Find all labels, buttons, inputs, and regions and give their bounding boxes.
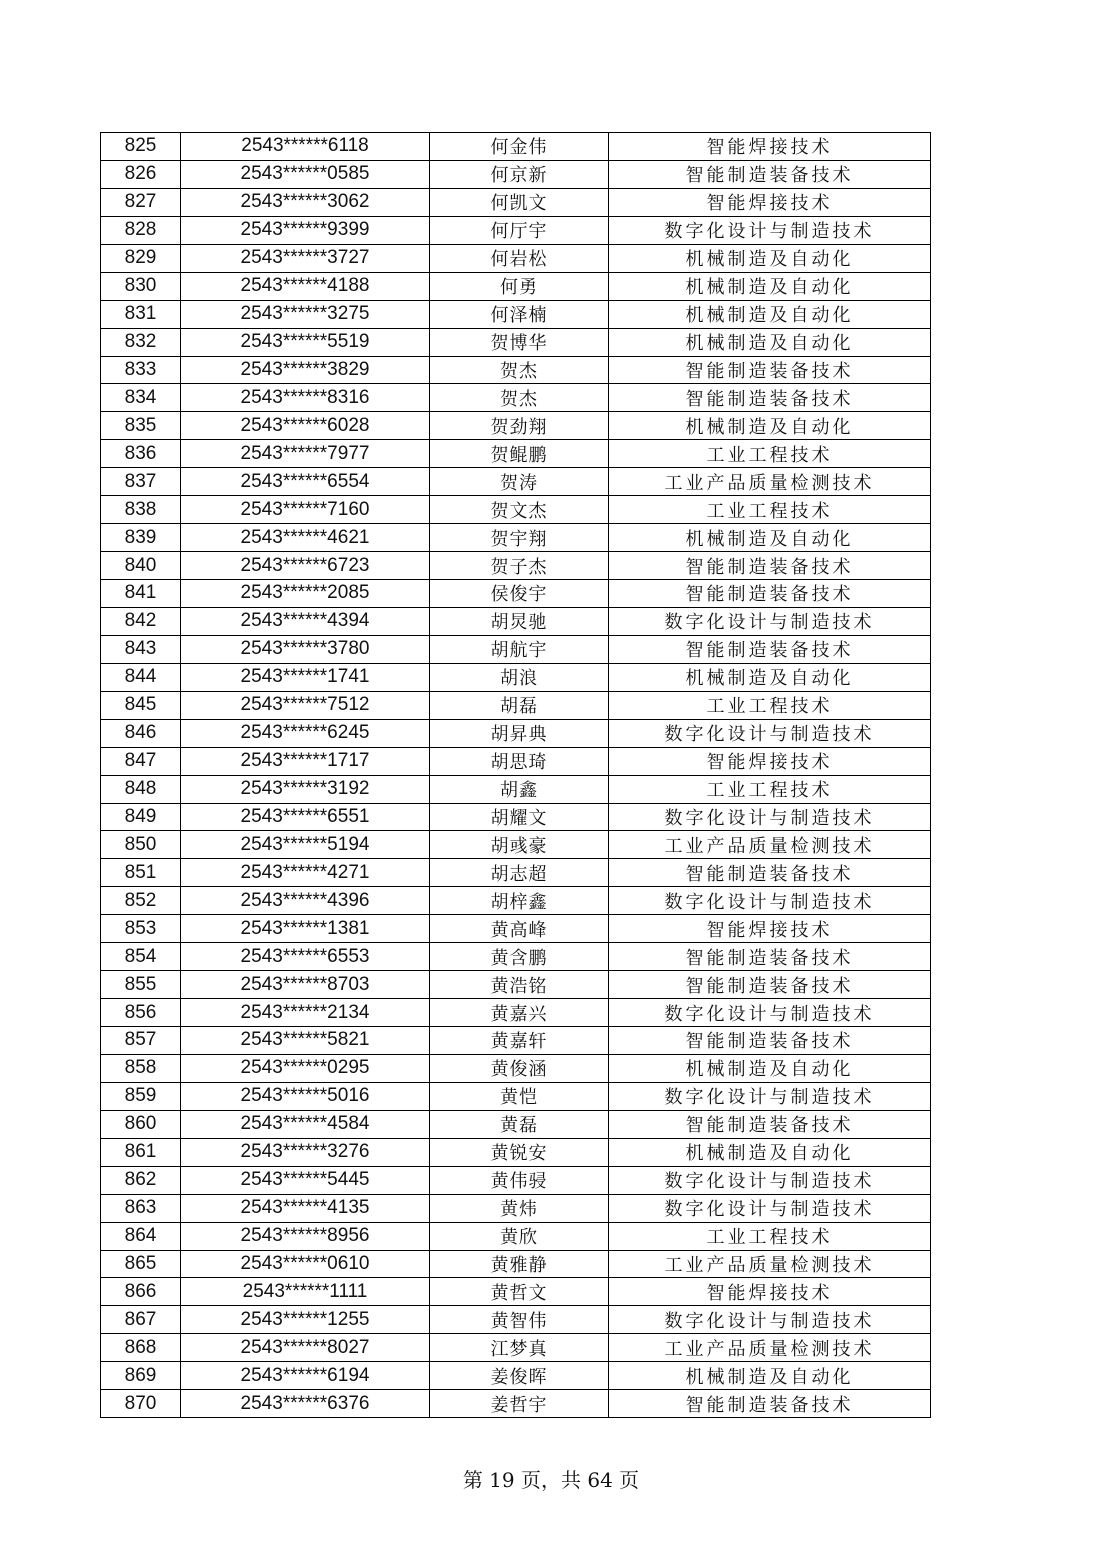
row-number: 835	[101, 412, 181, 440]
table-row	[101, 1222, 931, 1250]
student-name: 黄含鹏	[430, 943, 609, 971]
row-number: 853	[101, 915, 181, 943]
table-row	[101, 133, 931, 161]
row-number: 857	[101, 1027, 181, 1055]
student-name: 侯俊宇	[430, 580, 609, 608]
row-number: 836	[101, 440, 181, 468]
student-name: 贺鲲鹏	[430, 440, 609, 468]
student-name: 胡浪	[430, 663, 609, 691]
major-name: 智能制造装备技术	[609, 1390, 931, 1418]
major-name: 机械制造及自动化	[609, 663, 931, 691]
id-number: 2543******4584	[181, 1110, 430, 1138]
table-row	[101, 580, 931, 608]
table-row	[101, 384, 931, 412]
table-row	[101, 216, 931, 244]
row-number: 855	[101, 971, 181, 999]
row-number: 827	[101, 188, 181, 216]
table-row	[101, 1250, 931, 1278]
major-name: 数字化设计与制造技术	[609, 1306, 931, 1334]
major-name: 机械制造及自动化	[609, 412, 931, 440]
student-name: 何泽楠	[430, 300, 609, 328]
table-row	[101, 1278, 931, 1306]
id-number: 2543******8703	[181, 971, 430, 999]
major-name: 工业产品质量检测技术	[609, 1250, 931, 1278]
table-row	[101, 300, 931, 328]
student-name: 贺劲翔	[430, 412, 609, 440]
student-name: 贺宇翔	[430, 524, 609, 552]
major-name: 智能焊接技术	[609, 747, 931, 775]
row-number: 845	[101, 691, 181, 719]
major-name: 数字化设计与制造技术	[609, 1194, 931, 1222]
row-number: 830	[101, 272, 181, 300]
table-row	[101, 775, 931, 803]
major-name: 数字化设计与制造技术	[609, 887, 931, 915]
table-row	[101, 943, 931, 971]
table-row	[101, 1306, 931, 1334]
id-number: 2543******3276	[181, 1138, 430, 1166]
id-number: 2543******5445	[181, 1166, 430, 1194]
id-number: 2543******6723	[181, 552, 430, 580]
student-name: 黄炜	[430, 1194, 609, 1222]
row-number: 851	[101, 859, 181, 887]
student-name: 黄伟骎	[430, 1166, 609, 1194]
id-number: 2543******8316	[181, 384, 430, 412]
id-number: 2543******6553	[181, 943, 430, 971]
student-name: 贺杰	[430, 384, 609, 412]
roster-body	[101, 133, 931, 1418]
table-row	[101, 1334, 931, 1362]
student-name: 黄智伟	[430, 1306, 609, 1334]
major-name: 智能制造装备技术	[609, 943, 931, 971]
id-number: 2543******6376	[181, 1390, 430, 1418]
student-name: 贺涛	[430, 468, 609, 496]
student-name: 黄磊	[430, 1110, 609, 1138]
major-name: 工业产品质量检测技术	[609, 468, 931, 496]
major-name: 智能制造装备技术	[609, 859, 931, 887]
row-number: 828	[101, 216, 181, 244]
major-name: 智能焊接技术	[609, 915, 931, 943]
student-name: 黄哲文	[430, 1278, 609, 1306]
major-name: 机械制造及自动化	[609, 1138, 931, 1166]
major-name: 智能焊接技术	[609, 188, 931, 216]
id-number: 2543******3829	[181, 356, 430, 384]
row-number: 869	[101, 1362, 181, 1390]
row-number: 825	[101, 133, 181, 161]
row-number: 868	[101, 1334, 181, 1362]
student-name: 江梦真	[430, 1334, 609, 1362]
major-name: 智能制造装备技术	[609, 1027, 931, 1055]
table-row	[101, 859, 931, 887]
table-row	[101, 1194, 931, 1222]
student-name: 黄锐安	[430, 1138, 609, 1166]
table-row	[101, 747, 931, 775]
id-number: 2543******4621	[181, 524, 430, 552]
table-row	[101, 1110, 931, 1138]
row-number: 844	[101, 663, 181, 691]
student-name: 黄欣	[430, 1222, 609, 1250]
row-number: 854	[101, 943, 181, 971]
id-number: 2543******8956	[181, 1222, 430, 1250]
table-row	[101, 1054, 931, 1082]
id-number: 2543******3192	[181, 775, 430, 803]
major-name: 智能焊接技术	[609, 1278, 931, 1306]
table-row	[101, 1082, 931, 1110]
major-name: 智能制造装备技术	[609, 635, 931, 663]
row-number: 862	[101, 1166, 181, 1194]
major-name: 工业工程技术	[609, 1222, 931, 1250]
table-row	[101, 244, 931, 272]
id-number: 2543******2134	[181, 999, 430, 1027]
student-name: 黄俊涵	[430, 1054, 609, 1082]
student-name: 姜哲宇	[430, 1390, 609, 1418]
major-name: 工业产品质量检测技术	[609, 831, 931, 859]
student-name: 贺文杰	[430, 496, 609, 524]
row-number: 831	[101, 300, 181, 328]
row-number: 863	[101, 1194, 181, 1222]
student-name: 胡耀文	[430, 803, 609, 831]
id-number: 2543******1255	[181, 1306, 430, 1334]
id-number: 2543******5519	[181, 328, 430, 356]
table-row	[101, 663, 931, 691]
table-row	[101, 524, 931, 552]
major-name: 工业工程技术	[609, 440, 931, 468]
major-name: 机械制造及自动化	[609, 328, 931, 356]
student-name: 胡梓鑫	[430, 887, 609, 915]
student-name: 贺杰	[430, 356, 609, 384]
row-number: 861	[101, 1138, 181, 1166]
id-number: 2543******8027	[181, 1334, 430, 1362]
id-number: 2543******1381	[181, 915, 430, 943]
student-name: 胡思琦	[430, 747, 609, 775]
table-row	[101, 496, 931, 524]
table-row	[101, 831, 931, 859]
major-name: 机械制造及自动化	[609, 244, 931, 272]
major-name: 机械制造及自动化	[609, 524, 931, 552]
id-number: 2543******3727	[181, 244, 430, 272]
major-name: 数字化设计与制造技术	[609, 607, 931, 635]
major-name: 机械制造及自动化	[609, 300, 931, 328]
major-name: 数字化设计与制造技术	[609, 216, 931, 244]
row-number: 848	[101, 775, 181, 803]
id-number: 2543******6245	[181, 719, 430, 747]
table-row	[101, 356, 931, 384]
major-name: 智能制造装备技术	[609, 580, 931, 608]
student-name: 胡志超	[430, 859, 609, 887]
page-footer: 第 19 页，共 64 页	[462, 1468, 640, 1492]
row-number: 826	[101, 160, 181, 188]
row-number: 846	[101, 719, 181, 747]
row-number: 839	[101, 524, 181, 552]
student-name: 胡炅驰	[430, 607, 609, 635]
major-name: 智能制造装备技术	[609, 384, 931, 412]
row-number: 834	[101, 384, 181, 412]
table-row	[101, 1027, 931, 1055]
student-name: 胡彧豪	[430, 831, 609, 859]
id-number: 2543******0610	[181, 1250, 430, 1278]
student-name: 胡航宇	[430, 635, 609, 663]
table-row	[101, 607, 931, 635]
id-number: 2543******6551	[181, 803, 430, 831]
student-name: 何岩松	[430, 244, 609, 272]
major-name: 数字化设计与制造技术	[609, 719, 931, 747]
row-number: 870	[101, 1390, 181, 1418]
id-number: 2543******6554	[181, 468, 430, 496]
table-row	[101, 160, 931, 188]
id-number: 2543******5194	[181, 831, 430, 859]
id-number: 2543******1111	[181, 1278, 430, 1306]
row-number: 832	[101, 328, 181, 356]
table-row	[101, 440, 931, 468]
row-number: 856	[101, 999, 181, 1027]
id-number: 2543******3275	[181, 300, 430, 328]
row-number: 858	[101, 1054, 181, 1082]
major-name: 工业产品质量检测技术	[609, 1334, 931, 1362]
table-row	[101, 635, 931, 663]
table-row	[101, 1362, 931, 1390]
id-number: 2543******7160	[181, 496, 430, 524]
table-row	[101, 272, 931, 300]
student-name: 黄嘉兴	[430, 999, 609, 1027]
major-name: 工业工程技术	[609, 496, 931, 524]
row-number: 866	[101, 1278, 181, 1306]
student-name: 贺子杰	[430, 552, 609, 580]
major-name: 工业工程技术	[609, 691, 931, 719]
major-name: 机械制造及自动化	[609, 272, 931, 300]
major-name: 数字化设计与制造技术	[609, 803, 931, 831]
row-number: 860	[101, 1110, 181, 1138]
major-name: 智能制造装备技术	[609, 552, 931, 580]
id-number: 2543******7977	[181, 440, 430, 468]
student-name: 何勇	[430, 272, 609, 300]
student-name: 胡鑫	[430, 775, 609, 803]
row-number: 867	[101, 1306, 181, 1334]
row-number: 833	[101, 356, 181, 384]
student-name: 黄嘉轩	[430, 1027, 609, 1055]
id-number: 2543******6194	[181, 1362, 430, 1390]
major-name: 智能制造装备技术	[609, 356, 931, 384]
id-number: 2543******0585	[181, 160, 430, 188]
student-roster-table	[100, 132, 931, 1418]
id-number: 2543******3780	[181, 635, 430, 663]
major-name: 机械制造及自动化	[609, 1362, 931, 1390]
major-name: 智能制造装备技术	[609, 1110, 931, 1138]
id-number: 2543******5016	[181, 1082, 430, 1110]
row-number: 840	[101, 552, 181, 580]
id-number: 2543******2085	[181, 580, 430, 608]
row-number: 852	[101, 887, 181, 915]
student-name: 何凯文	[430, 188, 609, 216]
major-name: 机械制造及自动化	[609, 1054, 931, 1082]
id-number: 2543******1741	[181, 663, 430, 691]
table-row	[101, 719, 931, 747]
table-row	[101, 691, 931, 719]
student-name: 胡昇典	[430, 719, 609, 747]
id-number: 2543******7512	[181, 691, 430, 719]
table-row	[101, 803, 931, 831]
table-row	[101, 328, 931, 356]
table-row	[101, 468, 931, 496]
id-number: 2543******9399	[181, 216, 430, 244]
student-name: 黄雅静	[430, 1250, 609, 1278]
row-number: 859	[101, 1082, 181, 1110]
id-number: 2543******4394	[181, 607, 430, 635]
table-row	[101, 1390, 931, 1418]
row-number: 842	[101, 607, 181, 635]
row-number: 847	[101, 747, 181, 775]
row-number: 843	[101, 635, 181, 663]
row-number: 864	[101, 1222, 181, 1250]
id-number: 2543******4135	[181, 1194, 430, 1222]
major-name: 工业工程技术	[609, 775, 931, 803]
student-name: 何京新	[430, 160, 609, 188]
table-row	[101, 1166, 931, 1194]
major-name: 智能制造装备技术	[609, 160, 931, 188]
major-name: 智能制造装备技术	[609, 971, 931, 999]
student-name: 姜俊晖	[430, 1362, 609, 1390]
id-number: 2543******4396	[181, 887, 430, 915]
major-name: 数字化设计与制造技术	[609, 1082, 931, 1110]
table-row	[101, 971, 931, 999]
row-number: 841	[101, 580, 181, 608]
row-number: 865	[101, 1250, 181, 1278]
student-name: 黄恺	[430, 1082, 609, 1110]
major-name: 数字化设计与制造技术	[609, 999, 931, 1027]
row-number: 829	[101, 244, 181, 272]
table-row	[101, 915, 931, 943]
id-number: 2543******6118	[181, 133, 430, 161]
student-name: 何厅宇	[430, 216, 609, 244]
id-number: 2543******0295	[181, 1054, 430, 1082]
row-number: 838	[101, 496, 181, 524]
id-number: 2543******3062	[181, 188, 430, 216]
table-row	[101, 1138, 931, 1166]
student-name: 何金伟	[430, 133, 609, 161]
table-row	[101, 552, 931, 580]
id-number: 2543******1717	[181, 747, 430, 775]
id-number: 2543******4188	[181, 272, 430, 300]
major-name: 数字化设计与制造技术	[609, 1166, 931, 1194]
table-row	[101, 999, 931, 1027]
student-name: 黄高峰	[430, 915, 609, 943]
student-name: 贺博华	[430, 328, 609, 356]
major-name: 智能焊接技术	[609, 133, 931, 161]
table-row	[101, 412, 931, 440]
row-number: 837	[101, 468, 181, 496]
id-number: 2543******6028	[181, 412, 430, 440]
table-row	[101, 188, 931, 216]
student-name: 胡磊	[430, 691, 609, 719]
id-number: 2543******4271	[181, 859, 430, 887]
row-number: 849	[101, 803, 181, 831]
row-number: 850	[101, 831, 181, 859]
id-number: 2543******5821	[181, 1027, 430, 1055]
table-row	[101, 887, 931, 915]
student-name: 黄浩铭	[430, 971, 609, 999]
